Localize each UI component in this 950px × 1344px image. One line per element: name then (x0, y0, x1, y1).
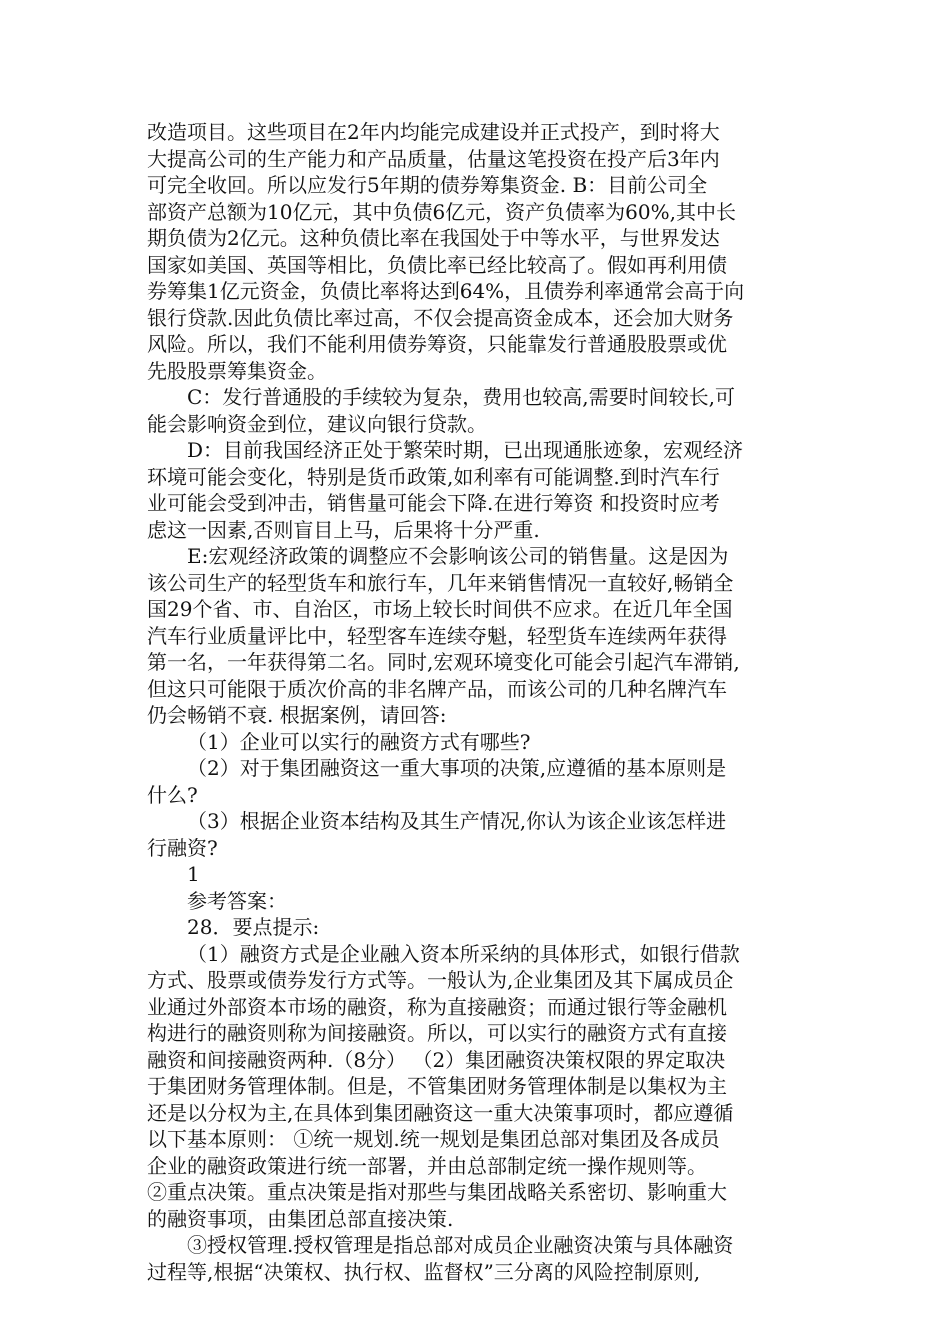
question-2: （2）对于集团融资这一重大事项的决策,应遵循的基本原则是 (187, 756, 727, 780)
text-line: 风险。所以，我们不能利用债券筹资，只能靠发行普通股股票或优 (147, 332, 727, 356)
text-line: 部资产总额为10亿元，其中负债6亿元，资产负债率为60%,其中长 (147, 199, 736, 224)
text-line: 还是以分权为主,在具体到集团融资这一重大决策事项时，都应遵循 (147, 1100, 734, 1125)
text-line: 能会影响资金到位，建议向银行贷款。 (147, 411, 487, 436)
text-line: 企业的融资政策进行统一部署，并由总部制定统一操作规则等。 (147, 1153, 707, 1178)
key-points-heading: 28．要点提示: (187, 915, 320, 939)
text-line: 国29个省、市、自治区，市场上较长时间供不应求。在近几年全国 (147, 597, 733, 621)
text-line: 什么? (147, 782, 198, 807)
text-line: ②重点决策。重点决策是指对那些与集团战略关系密切、影响重大 (147, 1180, 727, 1204)
text-line: 券筹集1亿元资金，负债比率将达到64%，且债券利率通常会高于向 (147, 279, 745, 303)
question-3: （3）根据企业资本结构及其生产情况,你认为该企业该怎样进 (187, 809, 727, 833)
text-line: 可完全收回。所以应发行5年期的债券筹集资金. B：目前公司全 (147, 173, 708, 197)
text-line: 于集团财务管理体制。但是，不管集团财务管理体制是以集权为主 (147, 1074, 727, 1098)
text-line: 第一名，一年获得第二名。同时,宏观环境变化可能会引起汽车滞销, (147, 650, 740, 674)
text-line: 汽车行业质量评比中，轻型客车连续夺魁，轻型货车连续两年获得 (147, 623, 727, 648)
document-body (147, 119, 817, 1285)
text-line: 期负债为2亿元。这种负债比率在我国处于中等水平，与世界发达 (147, 226, 720, 250)
answer-heading: 参考答案： (187, 888, 287, 913)
text-line: 业通过外部资本市场的融资，称为直接融资；而通过银行等金融机 (147, 994, 727, 1019)
text-line: 虑这一因素,否则盲目上马，后果将十分严重. (147, 517, 540, 542)
question-1: （1）企业可以实行的融资方式有哪些? (187, 729, 531, 754)
page-number: 1 (187, 862, 200, 886)
text-line: 银行贷款.因此负债比率过高，不仅会提高资金成本，还会加大财务 (147, 305, 734, 330)
principle-3-line: ③授权管理.授权管理是指总部对成员企业融资决策与具体融资 (187, 1233, 734, 1257)
text-line: 行融资? (147, 835, 218, 860)
text-line: 构进行的融资则称为间接融资。所以，可以实行的融资方式有直接 (147, 1021, 727, 1045)
text-line: 业可能会受到冲击，销售量可能会下降.在进行筹资 和投资时应考 (147, 491, 720, 515)
paragraph-c-line: C：发行普通股的手续较为复杂，费用也较高,需要时间较长,可 (187, 385, 736, 409)
text-line: 的融资事项，由集团总部直接决策. (147, 1206, 454, 1231)
text-line: 该公司生产的轻型货车和旅行车，几年来销售情况一直较好,畅销全 (147, 570, 734, 595)
paragraph-e-line: E:宏观经济政策的调整应不会影响该公司的销售量。这是因为 (187, 544, 729, 568)
text-line: 以下基本原则： ①统一规划.统一规划是集团总部对集团及各成员 (147, 1127, 720, 1151)
text-line: 改造项目。这些项目在2年内均能完成建设并正式投产，到时将大 (147, 120, 720, 144)
text-line: 方式、股票或债券发行方式等。一般认为,企业集团及其下属成员企 (147, 968, 734, 992)
text-line: 过程等,根据“决策权、执行权、监督权”三分离的风险控制原则, (147, 1259, 701, 1284)
text-line: 仍会畅销不衰. 根据案例，请回答: (147, 703, 447, 727)
text-line: 融资和间接融资两种.（8分） （2）集团融资决策权限的界定取决 (147, 1047, 726, 1072)
answer-1-line: （1）融资方式是企业融入资本所采纳的具体形式，如银行借款 (187, 941, 740, 966)
text-line: 先股股票筹集资金。 (147, 358, 327, 383)
text-line: 大提高公司的生产能力和产品质量，估量这笔投资在投产后3年内 (147, 146, 720, 171)
text-line: 国家如美国、英国等相比，负债比率已经比较高了。假如再利用债 (147, 252, 727, 277)
text-line: 但这只可能限于质次价高的非名牌产品，而该公司的几种名牌汽车 (147, 676, 727, 701)
paragraph-d-line: D：目前我国经济正处于繁荣时期，已出现通胀迹象，宏观经济 (187, 438, 744, 462)
text-line: 环境可能会变化，特别是货币政策,如利率有可能调整.到时汽车行 (147, 464, 720, 489)
